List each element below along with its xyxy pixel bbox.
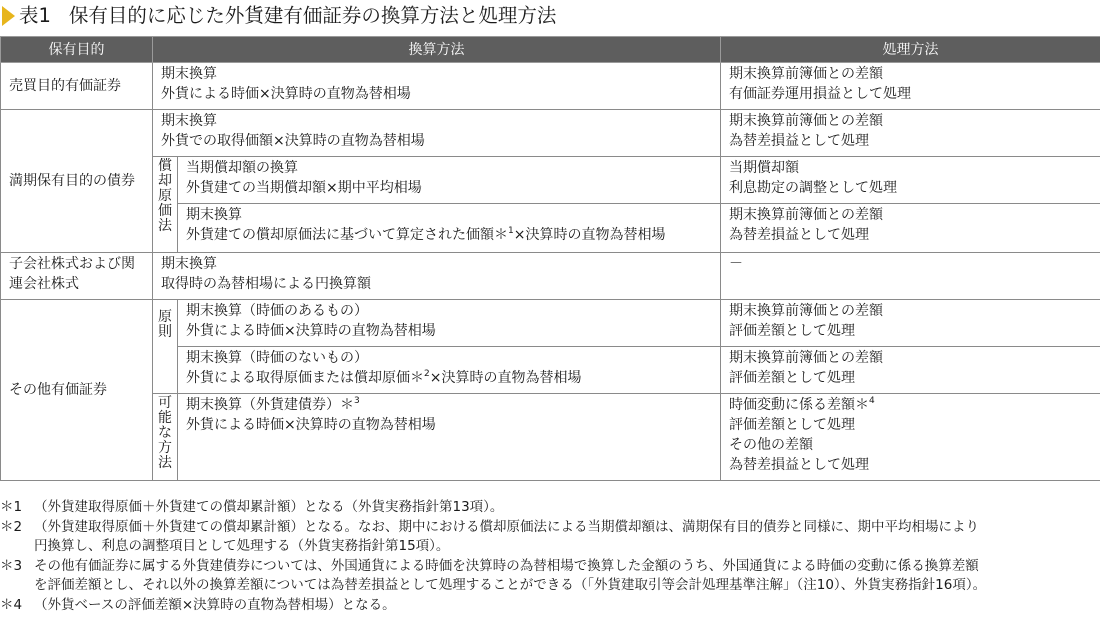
treatment-line: 利息勘定の調整として処理	[729, 180, 897, 196]
footnote-marker: ＊3	[0, 557, 23, 574]
footnote-marker: ＊4	[0, 596, 23, 613]
table-row	[1, 253, 1100, 300]
treatment-line: 期末換算前簿価との差額	[729, 207, 883, 223]
treatment-line: 期末換算前簿価との差額	[729, 66, 883, 82]
table-row	[1, 157, 1100, 204]
method-text: 外貨による取得原価または償却原価＊	[186, 370, 424, 386]
table-row	[1, 300, 1100, 347]
conversion-table	[0, 36, 1100, 481]
purpose-cell: 満期保有目的の債券	[1, 110, 153, 253]
purpose-cell	[1, 253, 153, 300]
header-treatment: 処理方法	[721, 37, 1100, 63]
method-text: 期末換算（外貨建債券）＊	[186, 397, 354, 413]
footnote-ref: 1	[508, 226, 514, 236]
treatment-line: その他の差額	[729, 437, 813, 453]
method-line	[186, 225, 712, 245]
table-title	[2, 1, 556, 31]
table-row	[1, 394, 1100, 481]
method-line: 外貨による時価×決算時の直物為替相場	[161, 86, 411, 102]
treatment-line: 期末換算前簿価との差額	[729, 113, 883, 129]
footnote-line: （外貨建取得原価＋外貨建ての償却累計額）となる（外貨実務指針第13項）。	[34, 499, 504, 515]
method-line: 期末換算（時価のないもの）	[186, 350, 368, 366]
vertical-label-text: 償却原価法	[158, 158, 172, 234]
method-line: 外貨での取得価額×決算時の直物為替相場	[161, 133, 425, 149]
method-line: 期末換算	[186, 207, 242, 223]
method-text: ×決算時の直物為替相場	[513, 227, 666, 243]
principle-label	[153, 300, 178, 394]
purpose-line: 子会社株式および関	[9, 256, 135, 272]
footnote-marker: ＊2	[0, 518, 23, 535]
method-line: 当期償却額の換算	[186, 160, 298, 176]
footnote-text	[34, 498, 1100, 518]
footnote	[0, 498, 1100, 518]
footnote	[0, 557, 1100, 596]
treatment-line: 有価証券運用損益として処理	[729, 86, 911, 102]
treatment-line: 期末換算前簿価との差額	[729, 303, 883, 319]
method-cell	[178, 300, 721, 347]
treatment-line: 期末換算前簿価との差額	[729, 350, 883, 366]
method-line	[186, 368, 712, 388]
treatment-cell	[721, 204, 1100, 253]
treatment-line	[729, 395, 1092, 415]
footnote-line: （外貨建取得原価＋外貨建ての償却累計額）となる。なお、期中における償却原価法による当期償却額は、満期保有目的債券と同様に、期中平均相場により	[34, 518, 979, 535]
purpose-cell: その他有価証券	[1, 300, 153, 481]
treatment-line: 為替差損益として処理	[729, 133, 869, 149]
method-line: 期末換算（時価のあるもの）	[186, 303, 368, 319]
treatment-cell	[721, 394, 1100, 481]
treatment-line: 評価差額として処理	[729, 370, 855, 386]
table-row	[1, 63, 1100, 110]
treatment-line: 評価差額として処理	[729, 323, 855, 339]
footnote-line: （外貨ベースの評価差額×決算時の直物為替相場）となる。	[34, 596, 396, 613]
table-header-row	[1, 37, 1100, 63]
treatment-line: 当期償却額	[729, 160, 799, 176]
vertical-label-text: 可能な方法	[158, 395, 172, 471]
method-text: ×決算時の直物為替相場	[429, 370, 582, 386]
method-cell	[178, 157, 721, 204]
footnote-text	[34, 557, 1100, 596]
purpose-line: 連会社株式	[9, 276, 79, 292]
method-cell	[178, 347, 721, 394]
footnote-line: その他有価証券に属する外貨建債券については、外国通貨による時価を決算時の為替相場で換算した金額のうち、外国通貨による時価の変動に係る換算差額	[34, 557, 979, 574]
footnote-text	[34, 518, 1100, 557]
header-method: 換算方法	[153, 37, 721, 63]
method-line: 外貨建ての当期償却額×期中平均相場	[186, 180, 422, 196]
table-number: 表1	[19, 4, 51, 27]
method-cell	[153, 253, 721, 300]
footnote	[0, 596, 1100, 616]
footnotes	[0, 498, 1100, 615]
treatment-cell: －	[721, 253, 1100, 300]
triangle-marker-icon	[2, 6, 15, 26]
footnote-text	[34, 596, 1100, 616]
footnote-ref: 3	[354, 396, 360, 406]
method-line: 外貨による時価×決算時の直物為替相場	[186, 323, 436, 339]
method-line: 取得時の為替相場による円換算額	[161, 276, 371, 292]
treatment-line: 為替差損益として処理	[729, 227, 869, 243]
header-purpose: 保有目的	[1, 37, 153, 63]
alternative-method-label	[153, 394, 178, 481]
method-cell	[178, 204, 721, 253]
method-cell	[178, 394, 721, 481]
treatment-cell	[721, 63, 1100, 110]
purpose-cell: 売買目的有価証券	[1, 63, 153, 110]
footnote-ref: 2	[424, 369, 430, 379]
vertical-label-text: 原則	[158, 309, 172, 340]
method-line: 期末換算	[161, 256, 217, 272]
method-line	[186, 395, 712, 415]
method-text: 外貨建ての償却原価法に基づいて算定された価額＊	[186, 227, 508, 243]
method-cell	[153, 63, 721, 110]
amortized-cost-label	[153, 157, 178, 253]
treatment-cell	[721, 300, 1100, 347]
footnote	[0, 518, 1100, 557]
treatment-line: 為替差損益として処理	[729, 457, 869, 473]
treatment-cell	[721, 347, 1100, 394]
treatment-cell	[721, 110, 1100, 157]
treatment-line: 評価差額として処理	[729, 417, 855, 433]
footnote-ref: 4	[869, 396, 875, 406]
footnote-line: 円換算し、利息の調整項目として処理する（外貨実務指針第15項）。	[34, 538, 450, 554]
footnote-marker: ＊1	[0, 499, 23, 515]
table-title-text: 保有目的に応じた外貨建有価証券の換算方法と処理方法	[68, 4, 557, 27]
method-line: 外貨による時価×決算時の直物為替相場	[186, 417, 436, 433]
treatment-text: 時価変動に係る差額＊	[729, 397, 869, 413]
method-cell	[153, 110, 721, 157]
treatment-cell	[721, 157, 1100, 204]
method-line: 期末換算	[161, 66, 217, 82]
footnote-line: を評価差額とし、それ以外の換算差額については為替差損益として処理することができる（「外貨建取引等会計処理基準注解」（注10）、外貨実務指針16項）。	[34, 577, 987, 593]
method-line: 期末換算	[161, 113, 217, 129]
table-row	[1, 110, 1100, 157]
